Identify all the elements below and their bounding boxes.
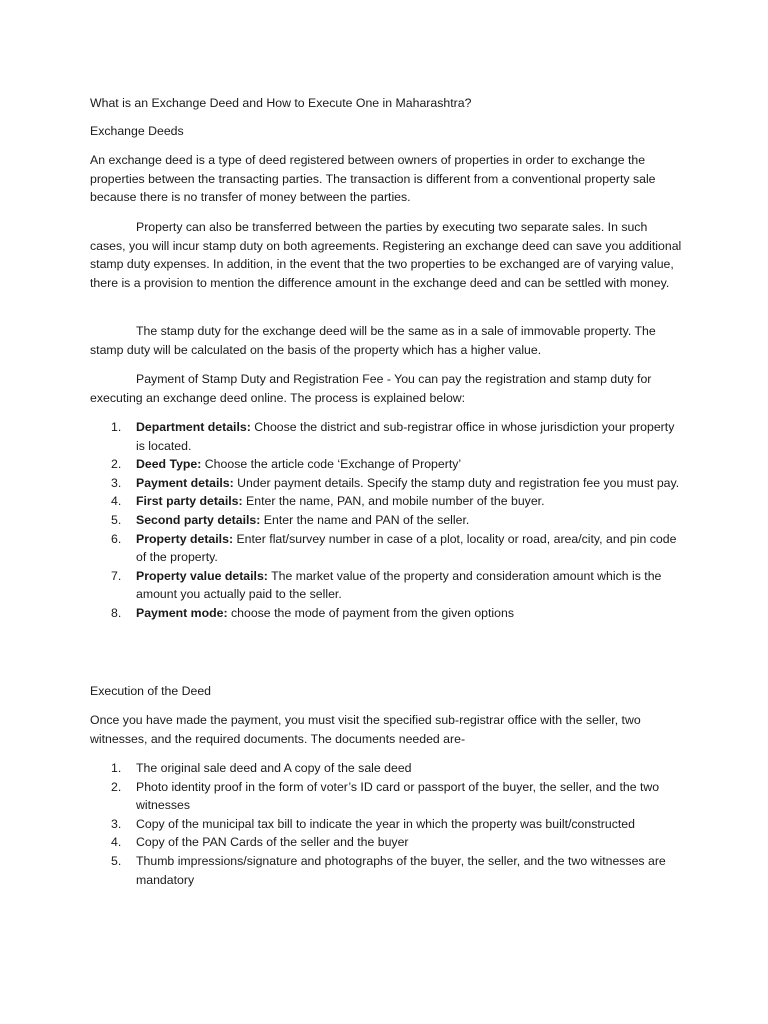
list-item: 5. Second party details: Enter the name and PAN of the seller. [111,512,470,527]
list-item: 6. Property details: Enter flat/survey number in case of a plot, locality or road, area/city, and pin code of the property. [111,531,677,565]
heading-execution: Execution of the Deed [90,684,211,698]
list-item: 1. The original sale deed and A copy of the sale deed [111,761,412,775]
list-item: 8. Payment mode: choose the mode of payment from the given options [111,605,514,620]
list-item: 3. Copy of the municipal tax bill to indicate the year in which the property was built/constructed [111,816,635,831]
list-item: 4. Copy of the PAN Cards of the seller and the buyer [111,835,409,850]
paragraph-payment-intro: Payment of Stamp Duty and Registration Fee - You can pay the registration and stamp duty for executing an exchange deed online. The process is explained below: [90,372,652,405]
payment-steps-list [90,418,686,623]
list-item: 7. Property value details: The market value of the property and consideration amount which is the amount you actually paid to the seller. [111,568,662,602]
paragraph-definition: An exchange deed is a type of deed registered between owners of properties in order to exchange the properties between the transacting parties. The transaction is different from a conventional property sale because there is no transfer of money between the parties. [90,153,656,205]
list-item: 2. Deed Type: Choose the article code ‘Exchange of Property’ [111,457,462,472]
list-item: 5. Thumb impressions/signature and photographs of the buyer, the seller, and the two witnesses are mandatory [111,853,666,887]
list-item: 3. Payment details: Under payment details. Specify the stamp duty and registration fee you must pay. [111,475,680,490]
paragraph-separate-sales: Property can also be transferred between the parties by executing two separate sales. In such cases, you will incur stamp duty on both agreements. Registering an exchange deed can save you additional stamp duty expenses. In addition, in the event that the two properties to be exchanged are of varying value, there is a provision to mention the difference amount in the exchange deed and can be settled with money. [90,220,682,290]
paragraph-execution: Once you have made the payment, you must visit the specified sub-registrar office with the seller, two witnesses, and the required documents. The documents needed are- [90,713,641,746]
document-title: What is an Exchange Deed and How to Execute One in Maharashtra? [90,96,472,110]
documents-list [90,759,686,889]
list-item: 2. Photo identity proof in the form of voter’s ID card or passport of the buyer, the seller, and the two witnesses [111,779,660,813]
list-item: 4. First party details: Enter the name, PAN, and mobile number of the buyer. [111,494,545,509]
heading-exchange-deeds: Exchange Deeds [90,124,184,138]
paragraph-stamp-duty: The stamp duty for the exchange deed will be the same as in a sale of immovable property. The stamp duty will be calculated on the basis of the property which has a higher value. [90,324,656,357]
list-item: 1. Department details: Choose the district and sub-registrar office in whose jurisdiction your property is located. [111,420,675,453]
